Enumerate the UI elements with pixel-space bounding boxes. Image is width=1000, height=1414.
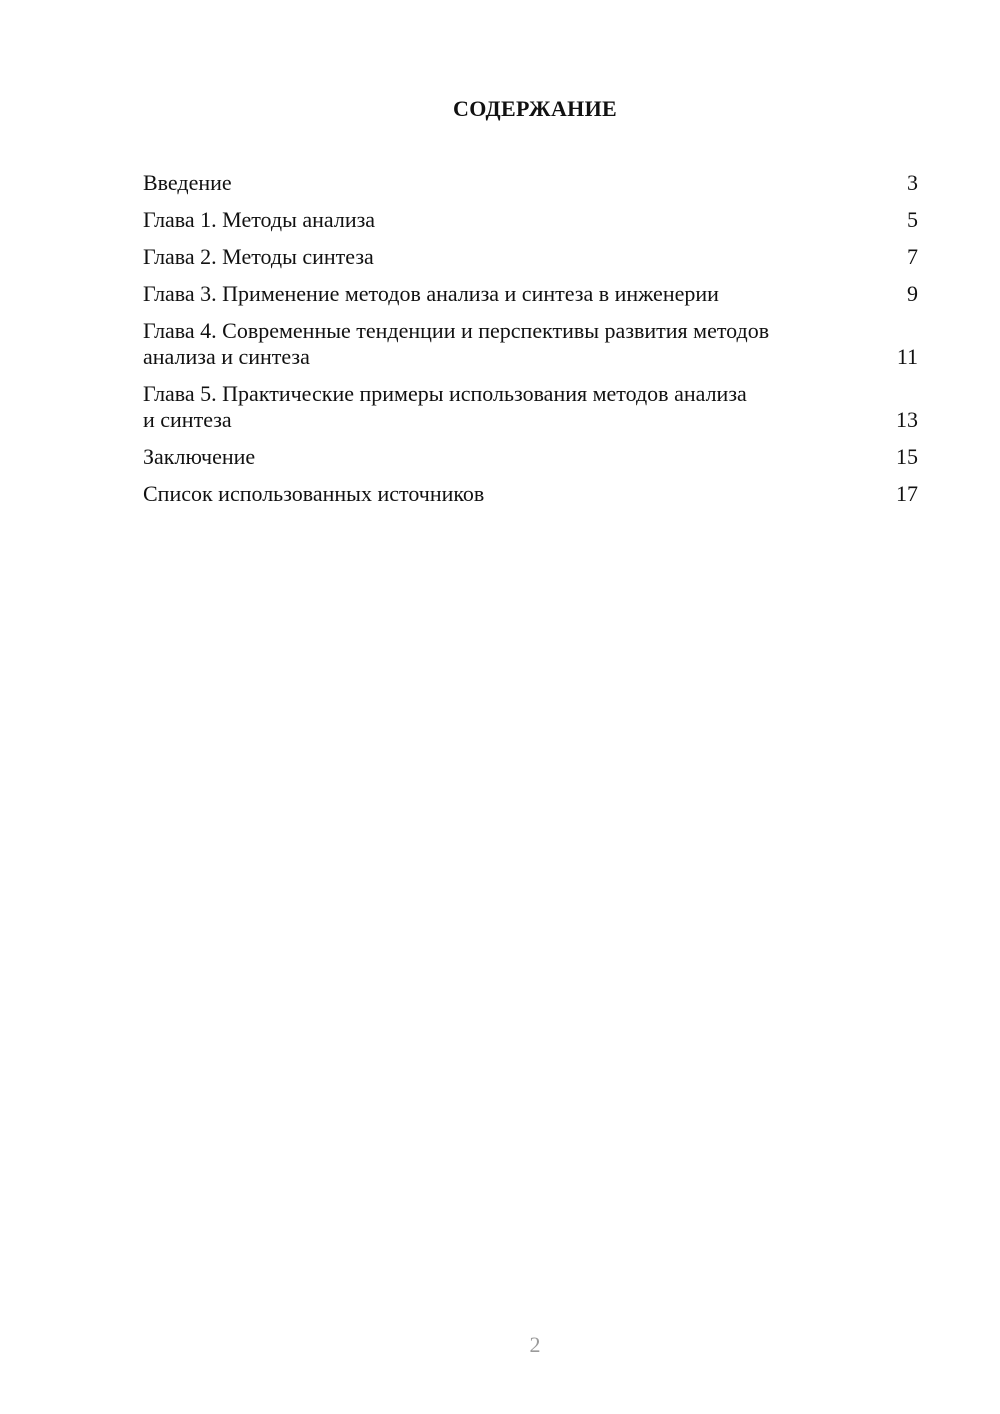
- toc-entry-label: Глава 2. Методы синтеза: [143, 244, 374, 269]
- toc-entry-label: Введение: [143, 170, 232, 195]
- toc-entry-chapter-1: [143, 207, 918, 233]
- toc-entry-page: 3: [907, 170, 918, 195]
- toc-entry-introduction: [143, 170, 918, 196]
- page-title: СОДЕРЖАНИЕ: [453, 96, 617, 121]
- page-number: 2: [529, 1332, 541, 1357]
- toc-entry-chapter-4: [143, 318, 918, 370]
- toc-entry-page: 9: [907, 281, 918, 306]
- toc-entry-page: 7: [907, 244, 918, 269]
- toc-entry-page: 17: [896, 481, 918, 506]
- toc-entry-label: Глава 3. Применение методов анализа и синтеза в инженерии: [143, 281, 719, 306]
- toc-entry-label: Глава 5. Практические примеры использования методов анализа и синтеза: [143, 381, 747, 432]
- toc-entry-chapter-2: [143, 244, 918, 270]
- toc-entry-chapter-3: [143, 281, 918, 307]
- toc-entry-label: Заключение: [143, 444, 256, 469]
- toc-entry-references: [143, 481, 918, 507]
- table-of-contents: [143, 170, 918, 518]
- toc-entry-conclusion: [143, 444, 918, 470]
- toc-entry-label: Глава 4. Современные тенденции и перспективы развития методов анализа и синтеза: [143, 318, 770, 369]
- toc-entry-page: 13: [896, 407, 918, 432]
- toc-entry-page: 11: [896, 344, 918, 369]
- toc-entry-label: Список использованных источников: [143, 481, 485, 506]
- toc-entry-page: 5: [907, 207, 918, 232]
- toc-entry-page: 15: [896, 444, 918, 469]
- toc-entry-label: Глава 1. Методы анализа: [143, 207, 376, 232]
- toc-entry-chapter-5: [143, 381, 918, 433]
